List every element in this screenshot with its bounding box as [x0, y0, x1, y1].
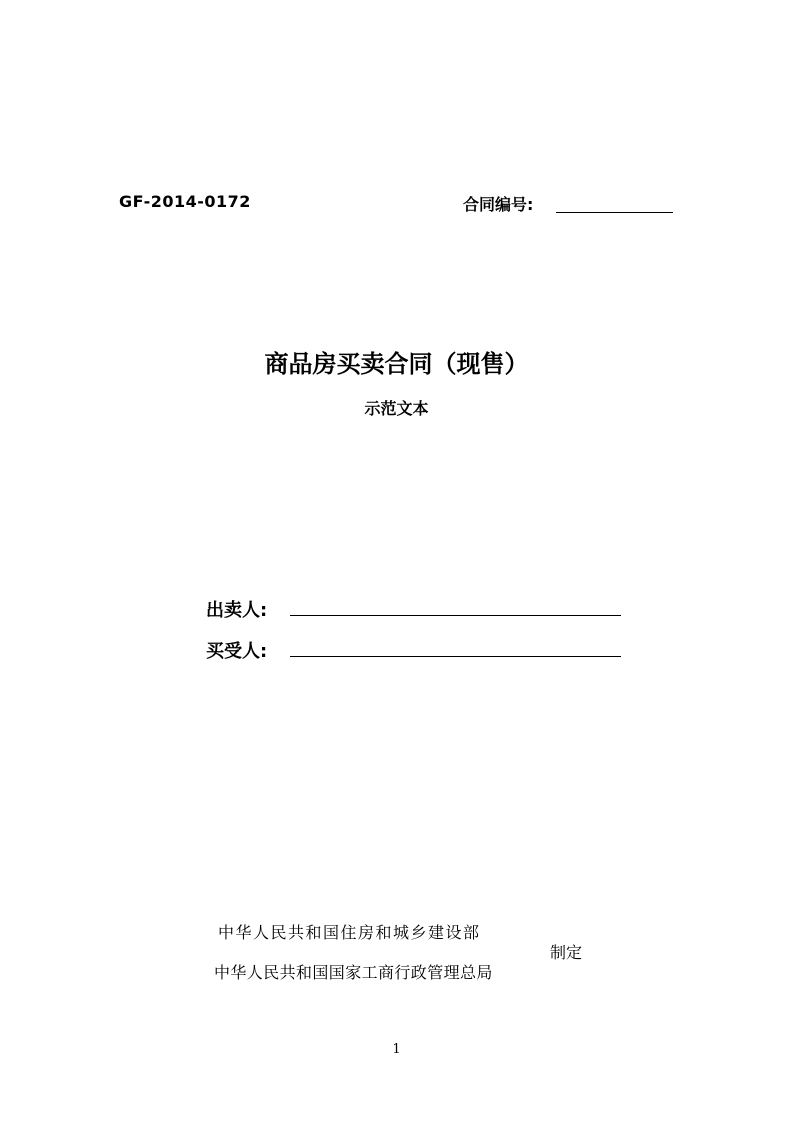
- page-number: 1: [392, 1042, 401, 1057]
- issuer-line-2: 中华人民共和国国家工商行政管理总局: [214, 963, 493, 982]
- contract-number-blank: [556, 212, 673, 213]
- contract-number-label: 合同编号:: [463, 195, 534, 214]
- document-title: 商品房买卖合同（现售）: [264, 350, 529, 378]
- seller-label: 出卖人:: [206, 600, 268, 621]
- seller-blank: [290, 615, 621, 616]
- standard-code: GF-2014-0172: [119, 192, 251, 211]
- document-subtitle: 示范文本: [364, 399, 429, 418]
- issuer-suffix: 制定: [550, 943, 583, 962]
- buyer-label: 买受人:: [206, 641, 268, 662]
- buyer-blank: [290, 656, 621, 657]
- issuer-line-1: 中华人民共和国住房和城乡建设部: [218, 923, 481, 942]
